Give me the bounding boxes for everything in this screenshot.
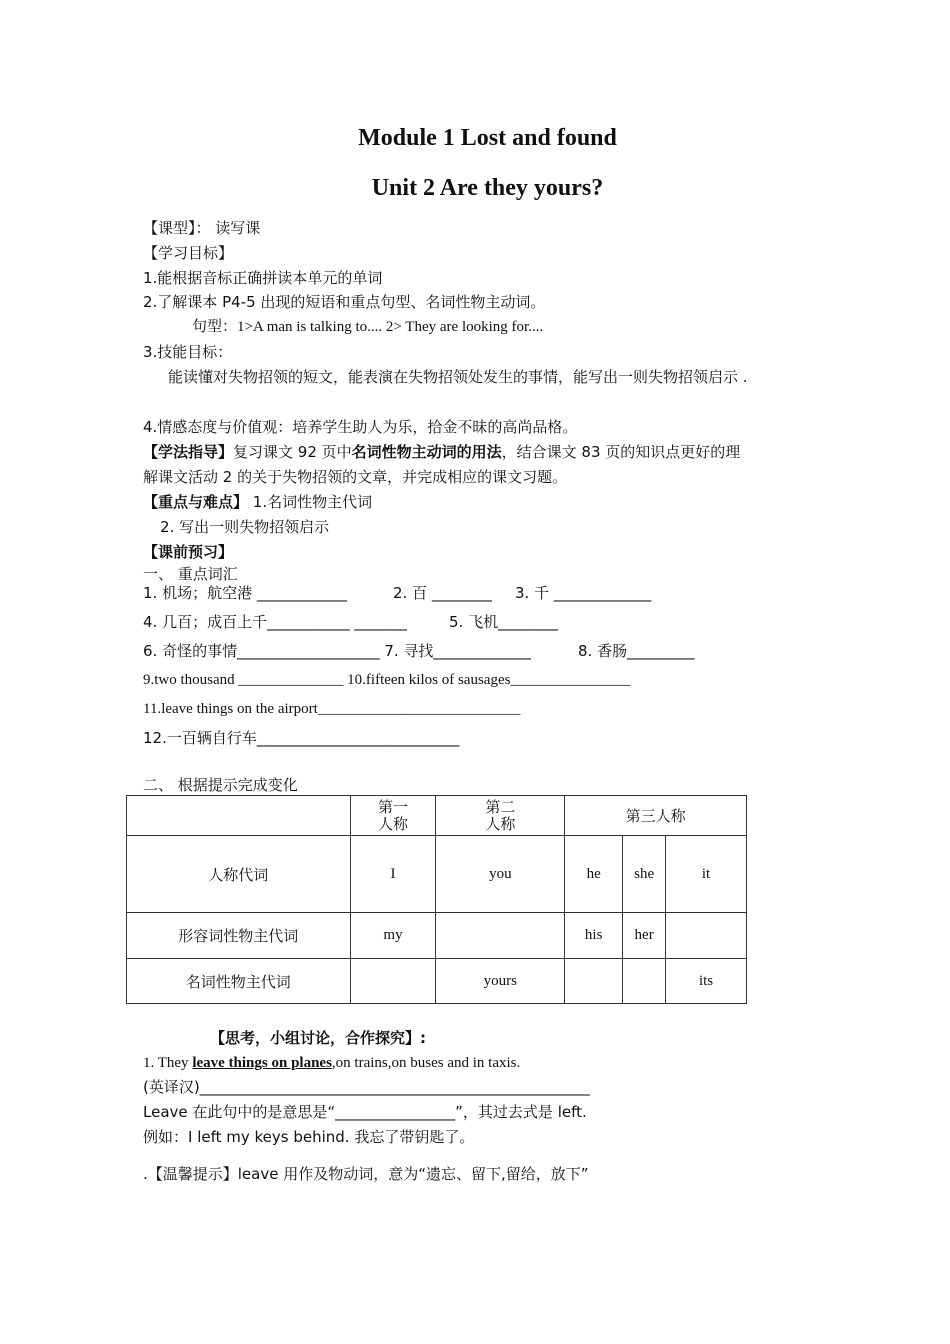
study-method-cont: 解课文活动 2 的关于失物招领的文章，并完成相应的课文习题。	[143, 468, 568, 486]
unit-title: Unit 2 Are they yours?	[371, 175, 604, 201]
vocab-8: 8. 香肠_________	[578, 642, 695, 660]
table-cell	[436, 913, 565, 959]
objective-3-detail: 能读懂对失物招领的短文，能表演在失物招领处发生的事情，能写出一则失物招领启示 .	[168, 368, 748, 386]
exercise-1-b: ,on trains,on buses and in taxis.	[331, 1055, 521, 1071]
objectives-heading: 【学习目标】	[143, 244, 234, 262]
table-cell: it	[666, 836, 747, 913]
table-cell: yours	[436, 959, 565, 1004]
header-second-person: 第二 人称	[436, 796, 565, 836]
sentence-patterns: 句型：1>A man is talking to.... 2> They are looking for....	[192, 319, 544, 335]
key-point-2: 2. 写出一则失物招领启示	[160, 518, 330, 536]
table-cell	[623, 959, 666, 1004]
study-method	[143, 442, 740, 462]
table-cell	[565, 959, 623, 1004]
discussion-heading	[210, 1028, 426, 1048]
exercise-1-underlined: leave things on planes	[192, 1055, 332, 1071]
table-cell: its	[666, 959, 747, 1004]
objective-1: 1.能根据音标正确拼读本单元的单词	[143, 269, 383, 287]
table-cell: I	[350, 836, 436, 913]
discussion-heading-text: 【思考，小组讨论，合作探究】:	[210, 1029, 427, 1047]
vocab-12: 12.一百辆自行车___________________________	[143, 729, 460, 747]
table-cell	[666, 913, 747, 959]
table-cell: you	[436, 836, 565, 913]
warm-tip: .【温馨提示】leave 用作及物动词，意为“遗忘、留下,留给，放下”	[143, 1165, 589, 1183]
table-cell: she	[623, 836, 666, 913]
vocab-5: 5. 飞机________	[449, 613, 559, 631]
pronoun-table	[126, 795, 747, 1004]
preview-heading-text: 【课前预习】	[143, 543, 234, 561]
objective-4: 4.情感态度与价值观：培养学生助人为乐，拾金不昧的高尚品格。	[143, 418, 578, 436]
key-points	[143, 492, 372, 512]
study-method-text-b: ，结合课文 83 页的知识点更好的理	[501, 443, 741, 461]
table-cell	[350, 959, 436, 1004]
table-corner-cell	[127, 796, 351, 836]
table-row	[127, 913, 747, 959]
vocab-2: 2. 百 ________	[393, 584, 492, 602]
vocab-1: 1. 机场；航空港 ____________	[143, 584, 347, 602]
study-method-label: 【学法指导】	[143, 443, 234, 461]
vocab-6-7: 6. 奇怪的事情___________________ 7. 寻找_____________	[143, 642, 531, 660]
key-point-1: 1.名词性物主代词	[248, 493, 373, 511]
header-first-person: 第一 人称	[350, 796, 436, 836]
vocab-11: 11.leave things on the airport___________________________	[143, 701, 521, 717]
vocab-4: 4. 几百；成百上千___________ _______	[143, 613, 407, 631]
table-cell: my	[350, 913, 436, 959]
translate-line: (英译汉)____________________________________________________	[143, 1078, 590, 1096]
table-header-row	[127, 796, 747, 836]
row-label: 形容词性物主代词	[127, 913, 351, 959]
vocab-9-10: 9.two thousand ______________ 10.fifteen kilos of sausages________________	[143, 672, 631, 688]
table-row	[127, 836, 747, 913]
exercise-1	[143, 1053, 520, 1073]
module-title: Module 1 Lost and found	[358, 125, 617, 151]
row-label: 人称代词	[127, 836, 351, 913]
study-method-text-a: 复习课文 92 页中	[233, 443, 352, 461]
table-row	[127, 959, 747, 1004]
leave-meaning: Leave 在此句中的是意思是“________________”，其过去式是 left.	[143, 1103, 587, 1121]
key-points-label: 【重点与难点】	[143, 493, 249, 511]
course-type: 【课型】： 读写课	[143, 219, 261, 237]
vocab-3: 3. 千 _____________	[515, 584, 652, 602]
row-label: 名词性物主代词	[127, 959, 351, 1004]
objective-3: 3.技能目标：	[143, 343, 233, 361]
table-cell: he	[565, 836, 623, 913]
objective-2: 2.了解课本 P4-5 出现的短语和重点句型、名词性物主动词。	[143, 293, 546, 311]
preview-heading	[143, 542, 233, 562]
study-method-bold: 名词性物主动词的用法	[351, 443, 502, 461]
table-cell: her	[623, 913, 666, 959]
exercise-1-a: 1. They	[143, 1055, 193, 1071]
header-third-person: 第三人称	[565, 796, 747, 836]
example-sentence: 例如：I left my keys behind. 我忘了带钥匙了。	[143, 1128, 475, 1146]
section-1-heading: 一、 重点词汇	[143, 565, 238, 583]
section-2-heading: 二、 根据提示完成变化	[143, 776, 298, 794]
table-cell: his	[565, 913, 623, 959]
